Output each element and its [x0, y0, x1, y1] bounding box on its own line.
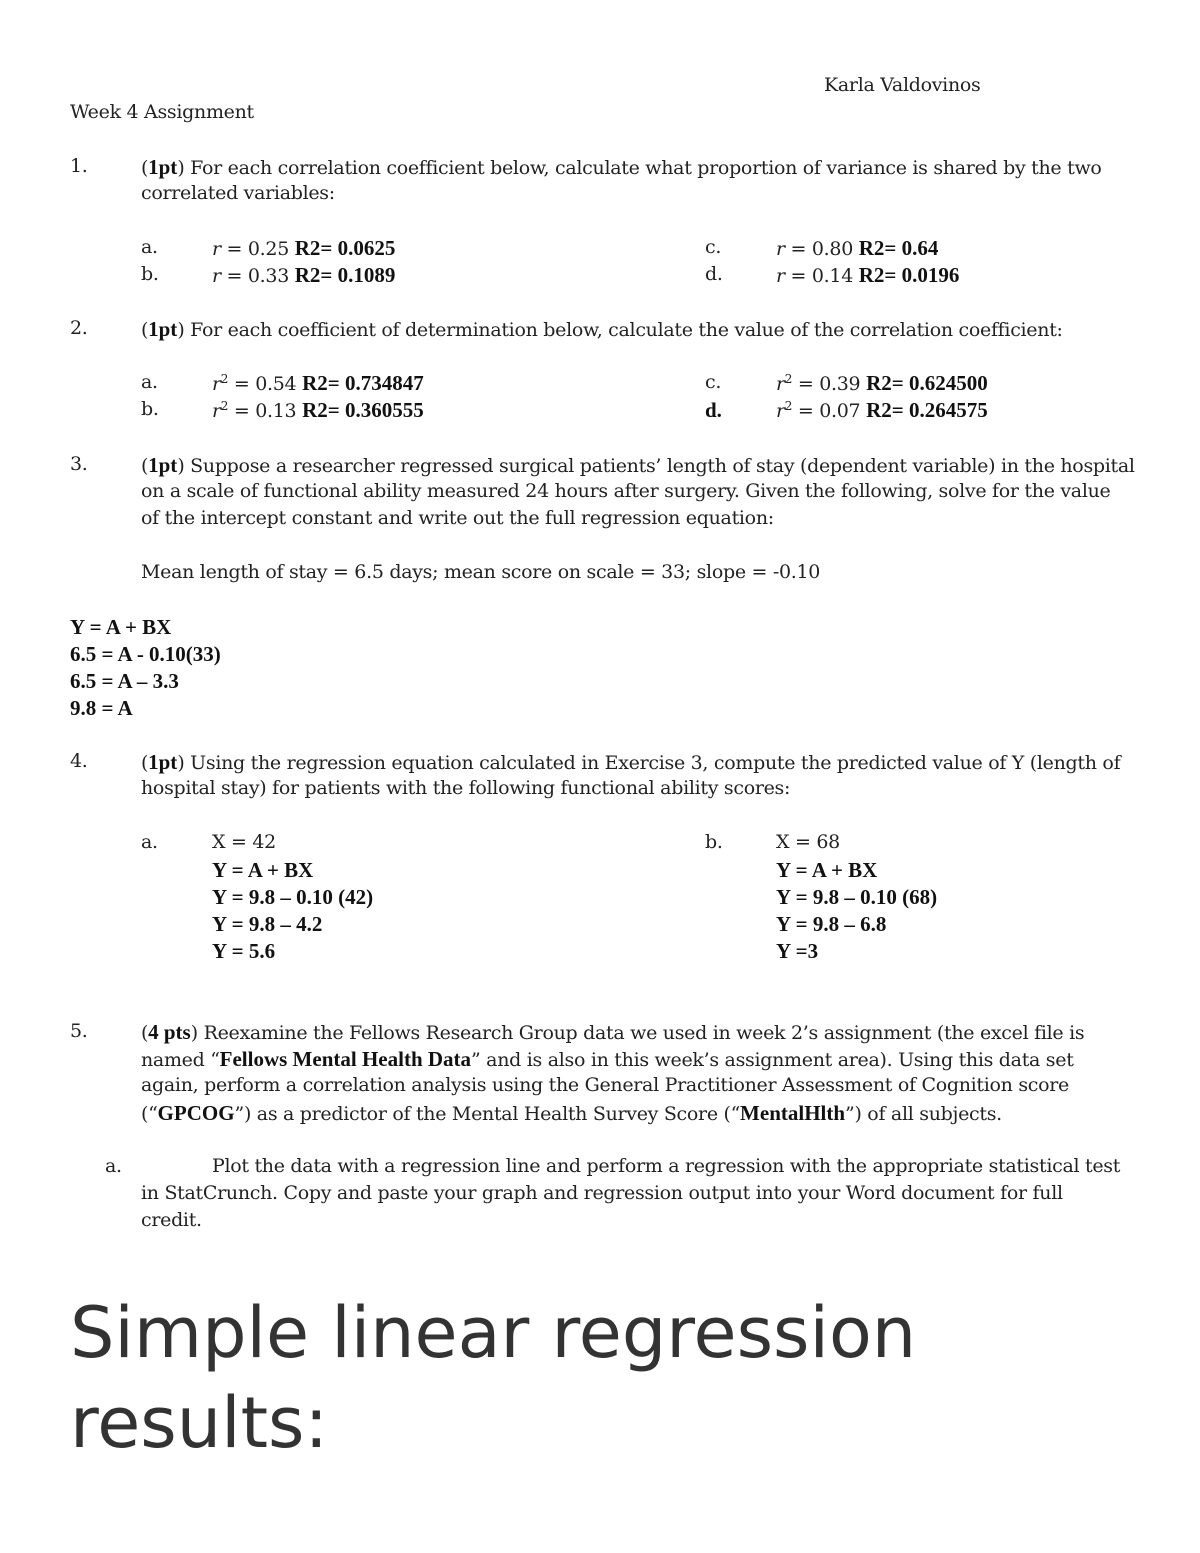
question-line: correlated variables:: [141, 182, 335, 204]
question-text: (1pt) Using the regression equation calculated in Exercise 3, compute the predicted value of Y (length of: [141, 750, 1121, 774]
item-letter: d.: [705, 263, 723, 285]
item-letter: c.: [705, 236, 722, 258]
item-text: Plot the data with a regression line and perform a regression with the appropriate statistical test: [212, 1155, 1121, 1177]
item-letter: b.: [141, 398, 159, 420]
item-letter: a.: [105, 1155, 122, 1177]
work-line: Y = 9.8 – 4.2: [212, 912, 323, 936]
question-number: 4.: [70, 750, 88, 772]
question-line: of the intercept constant and write out the full regression equation:: [141, 507, 774, 529]
x-value: X = 68: [776, 831, 840, 853]
question-line: hospital stay) for patients with the following functional ability scores:: [141, 777, 791, 799]
item-answer: r = 0.33 R2= 0.1089: [212, 263, 396, 287]
question-number: 1.: [70, 155, 88, 177]
item-answer: $r^2 = 0.54$ R2= 0.734847: [212, 371, 424, 395]
work-line: 6.5 = A - 0.10(33): [70, 642, 221, 666]
question-number: 2.: [70, 317, 88, 339]
x-value: X = 42: [212, 831, 276, 853]
points: 1pt: [148, 317, 178, 341]
item-letter: b.: [141, 263, 159, 285]
page-title: Week 4 Assignment: [70, 101, 254, 123]
item-text: credit.: [141, 1209, 202, 1231]
work-line: Y = A + BX: [212, 858, 314, 882]
item-letter: c.: [705, 371, 722, 393]
item-answer: r = 0.25 R2= 0.0625: [212, 236, 396, 260]
file-name: Fellows Mental Health Data: [219, 1047, 472, 1071]
item-letter: a.: [141, 371, 158, 393]
work-line: 6.5 = A – 3.3: [70, 669, 179, 693]
given-values: Mean length of stay = 6.5 days; mean score on scale = 33; slope = -0.10: [141, 561, 821, 583]
item-answer: $r^2 = 0.13$ R2= 0.360555: [212, 398, 424, 422]
question-line: For each correlation coefficient below, calculate what proportion of variance is shared by the two: [190, 157, 1102, 179]
work-line: Y =3: [776, 939, 819, 963]
results-heading: Simple linear regression results:: [70, 1292, 917, 1464]
question-line: again, perform a correlation analysis using the General Practitioner Assessment of Cognition score: [141, 1074, 1069, 1096]
item-answer: r = 0.14 R2= 0.0196: [776, 263, 960, 287]
work-line: 9.8 = A: [70, 696, 133, 720]
question-text: (1pt) Suppose a researcher regressed surgical patients’ length of stay (dependent variable) in the hospital: [141, 453, 1135, 477]
question-text: (1pt) For each correlation coefficient below, calculate what proportion of variance is shared by the two: [141, 155, 1102, 179]
item-answer: $r^2 = 0.07$ R2= 0.264575: [776, 398, 988, 422]
question-line: named “Fellows Mental Health Data” and is also in this week’s assignment area). Using this data set: [141, 1047, 1074, 1071]
variable-name: MentalHlth: [740, 1101, 846, 1125]
question-number: 5.: [70, 1020, 88, 1042]
work-line: Y = 5.6: [212, 939, 276, 963]
variable-name: GPCOG: [157, 1101, 235, 1125]
work-line: Y = A + BX: [70, 615, 172, 639]
item-answer: $r^2 = 0.39$ R2= 0.624500: [776, 371, 988, 395]
item-letter: a.: [141, 831, 158, 853]
work-line: Y = 9.8 – 0.10 (42): [212, 885, 374, 909]
question-text: (1pt) For each coefficient of determination below, calculate the value of the correlation coefficient:: [141, 317, 1063, 341]
item-answer: r = 0.80 R2= 0.64: [776, 236, 939, 260]
item-letter: a.: [141, 236, 158, 258]
points: 4 pts: [148, 1020, 191, 1044]
work-line: Y = A + BX: [776, 858, 878, 882]
item-text: in StatCrunch. Copy and paste your graph and regression output into your Word document for full: [141, 1182, 1063, 1204]
item-letter: d.: [705, 398, 722, 422]
points: 1pt: [148, 750, 178, 774]
item-letter: b.: [705, 831, 723, 853]
question-line: on a scale of functional ability measured 24 hours after surgery. Given the following, solve for the value: [141, 480, 1111, 502]
points: 1pt: [148, 155, 178, 179]
work-line: Y = 9.8 – 6.8: [776, 912, 887, 936]
question-line: (“GPCOG”) as a predictor of the Mental Health Survey Score (“MentalHlth”) of all subjects.: [141, 1101, 1002, 1125]
question-number: 3.: [70, 453, 88, 475]
work-line: Y = 9.8 – 0.10 (68): [776, 885, 938, 909]
question-text: (4 pts) Reexamine the Fellows Research Group data we used in week 2’s assignment (the excel file is: [141, 1020, 1085, 1044]
points: 1pt: [148, 453, 178, 477]
author-name: Karla Valdovinos: [824, 74, 981, 96]
